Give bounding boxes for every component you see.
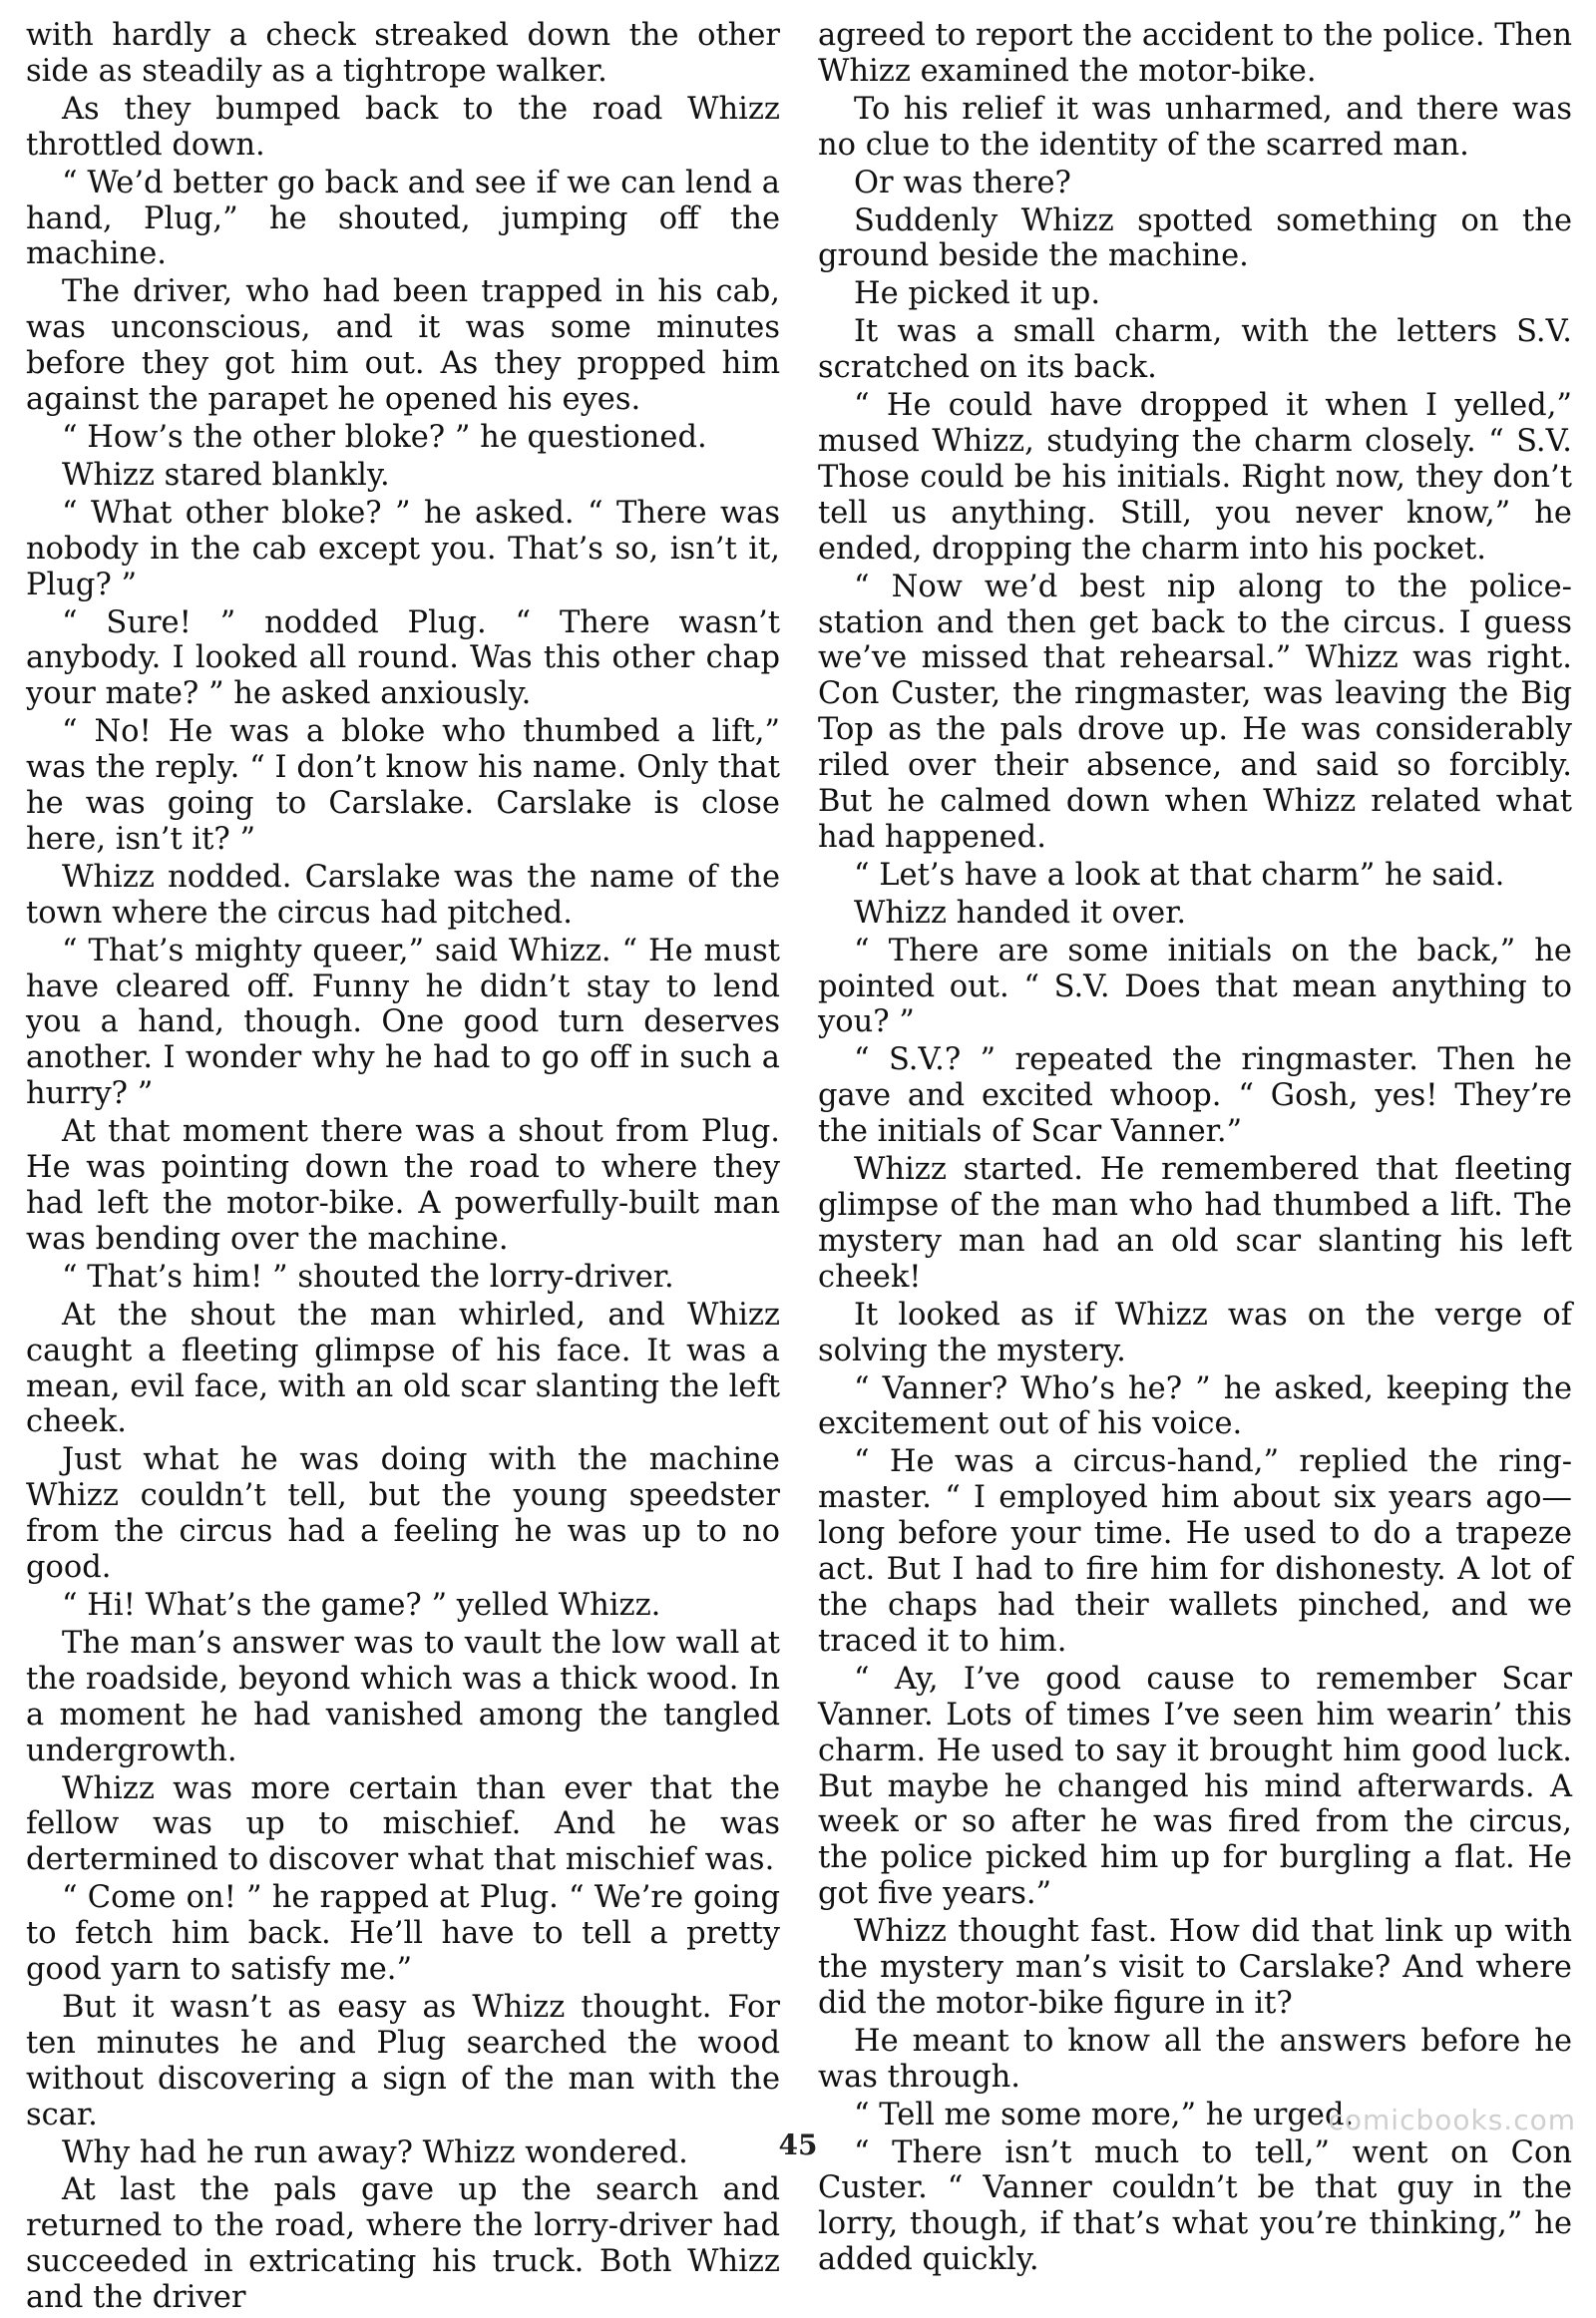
paragraph: It was a small charm, with the letters S.V. scratched on its back.: [818, 314, 1572, 386]
paragraph: Suddenly Whizz spotted something on the ground beside the machine.: [818, 202, 1572, 274]
paragraph: “ Now we’d best nip along to the police-station and then get back to the circus. I guess we’ve missed that rehearsal.” Whizz was right. Con Custer, the ringmaster, was leaving the Big Top as the pals drove up. He was considerably riled over their absence, and said so forcibly. But he calmed down when Whizz related what had happened.: [818, 569, 1572, 855]
paragraph: “ There isn’t much to tell,” went on Con Custer. “ Vanner couldn’t be that guy in the lorry, though, if that’s what you’re thinking,” he added quickly.: [818, 2134, 1572, 2278]
paragraph: Why had he run away? Whizz wondered.: [62, 2134, 688, 2170]
paragraph: It looked as if Whizz was on the verge of solving the mystery.: [818, 1297, 1572, 1368]
paragraph: “ That’s mighty queer,” said Whizz. “ He must have cleared off. Funny he didn’t stay to lend you a hand, though. One good turn deserves another. I wonder why he had to go off in such a hurry? ”: [26, 933, 780, 1112]
paragraph: Whizz nodded. Carslake was the name of the town where the circus had pitched.: [26, 859, 780, 931]
paragraph: He picked it up.: [854, 276, 1101, 312]
paragraph: “ Sure! ” nodded Plug. “ There wasn’t anybody. I looked all round. Was this other chap your mate? ” he asked anxiously.: [26, 604, 780, 712]
paragraph: “ That’s him! ” shouted the lorry-driver.: [62, 1259, 674, 1295]
paragraph: “ He could have dropped it when I yelled,” mused Whizz, studying the charm closely. “ S.V. Those could be his initials. Right now, they don’t tell us anything. Still, you never know,” he ended, dropping the charm into his pocket.: [818, 388, 1572, 567]
paragraph: At that moment there was a shout from Plug. He was pointing down the road to where they had left the motor-bike. A powerfully-built man was bending over the machine.: [26, 1114, 780, 1257]
paragraph: “ Let’s have a look at that charm” he said.: [854, 857, 1505, 893]
paragraph: “ Ay, I’ve good cause to remember Scar Vanner. Lots of times I’ve seen him wearin’ this charm. He used to say it brought him good luck. But maybe he changed his mind afterwards. A week or so after he was fired from the circus, the police picked him up for burgling a flat. He got five years.”: [818, 1661, 1572, 1912]
paragraph: “ We’d better go back and see if we can lend a hand, Plug,” he shouted, jumping off the machine.: [26, 165, 780, 272]
paragraph: Or was there?: [854, 165, 1071, 200]
paragraph: He meant to know all the answers before he was through.: [818, 2023, 1572, 2095]
paragraph: “ Come on! ” he rapped at Plug. “ We’re going to fetch him back. He’ll have to tell a pretty good yarn to satisfy me.”: [26, 1880, 780, 1988]
paragraph: “ Vanner? Who’s he? ” he asked, keeping the excitement out of his voice.: [818, 1370, 1572, 1442]
paragraph: Whizz was more certain than ever that the fellow was up to mischief. And he was dertermined to discover what that mischief was.: [26, 1770, 780, 1878]
paragraph: Whizz started. He remembered that fleeting glimpse of the man who had thumbed a lift. The mystery man had an old scar slanting his left cheek!: [818, 1152, 1572, 1295]
paragraph: The man’s answer was to vault the low wall at the roadside, beyond which was a thick wood. In a moment he had vanished among the tangled undergrowth.: [26, 1625, 780, 1768]
paragraph: But it wasn’t as easy as Whizz thought. For ten minutes he and Plug searched the wood without discovering a sign of the man with the scar.: [26, 1989, 780, 2132]
paragraph: “ S.V.? ” repeated the ringmaster. Then he gave and excited whoop. “ Gosh, yes! They’re the initials of Scar Vanner.”: [818, 1042, 1572, 1150]
paragraph: agreed to report the accident to the police. Then Whizz examined the motor-bike.: [818, 18, 1572, 89]
paragraph: “ Tell me some more,” he urged.: [854, 2097, 1355, 2132]
paragraph: “ There are some initials on the back,” he pointed out. “ S.V. Does that mean anything to you? ”: [818, 933, 1572, 1040]
paragraph: At the shout the man whirled, and Whizz caught a fleeting glimpse of his face. It was a mean, evil face, with an old scar slanting the left cheek.: [26, 1297, 780, 1440]
paragraph: “ What other bloke? ” he asked. “ There was nobody in the cab except you. That’s so, isn’t it, Plug? ”: [26, 495, 780, 602]
paragraph: Whizz stared blankly.: [62, 457, 390, 493]
paragraph: Just what he was doing with the machine Whizz couldn’t tell, but the young speedster from the circus had a feeling he was up to no good.: [26, 1442, 780, 1586]
paragraph: “ No! He was a bloke who thumbed a lift,” was the reply. “ I don’t know his name. Only that he was going to Carslake. Carslake is close here, isn’t it? ”: [26, 714, 780, 857]
paragraph: with hardly a check streaked down the other side as steadily as a tightrope walker.: [26, 18, 780, 89]
paragraph: Whizz handed it over.: [854, 895, 1187, 931]
paragraph: The driver, who had been trapped in his cab, was unconscious, and it was some minutes before they got him out. As they propped him against the parapet he opened his eyes.: [26, 274, 780, 418]
left-text-column: [26, 18, 780, 2318]
watermark: comicbooks.com: [1328, 2104, 1576, 2136]
page-number: 45: [778, 2128, 818, 2161]
paragraph: To his relief it was unharmed, and there was no clue to the identity of the scarred man.: [818, 91, 1572, 163]
paragraph: As they bumped back to the road Whizz throttled down.: [26, 91, 780, 163]
paragraph: Whizz thought fast. How did that link up with the mystery man’s visit to Carslake? And where did the motor-bike figure in it?: [818, 1914, 1572, 2021]
paragraph: At last the pals gave up the search and returned to the road, where the lorry-driver had succeeded in extricating his truck. Both Whizz and the driver: [26, 2172, 780, 2316]
paragraph: “ He was a circus-hand,” replied the ring-master. “ I employed him about six years ago—long before your time. He used to do a trapeze act. But I had to fire him for dishonesty. A lot of the chaps had their wallets pinched, and we traced it to him.: [818, 1444, 1572, 1659]
right-text-column: [818, 18, 1572, 2280]
paragraph: “ How’s the other bloke? ” he questioned.: [62, 419, 707, 455]
paragraph: “ Hi! What’s the game? ” yelled Whizz.: [62, 1587, 661, 1623]
